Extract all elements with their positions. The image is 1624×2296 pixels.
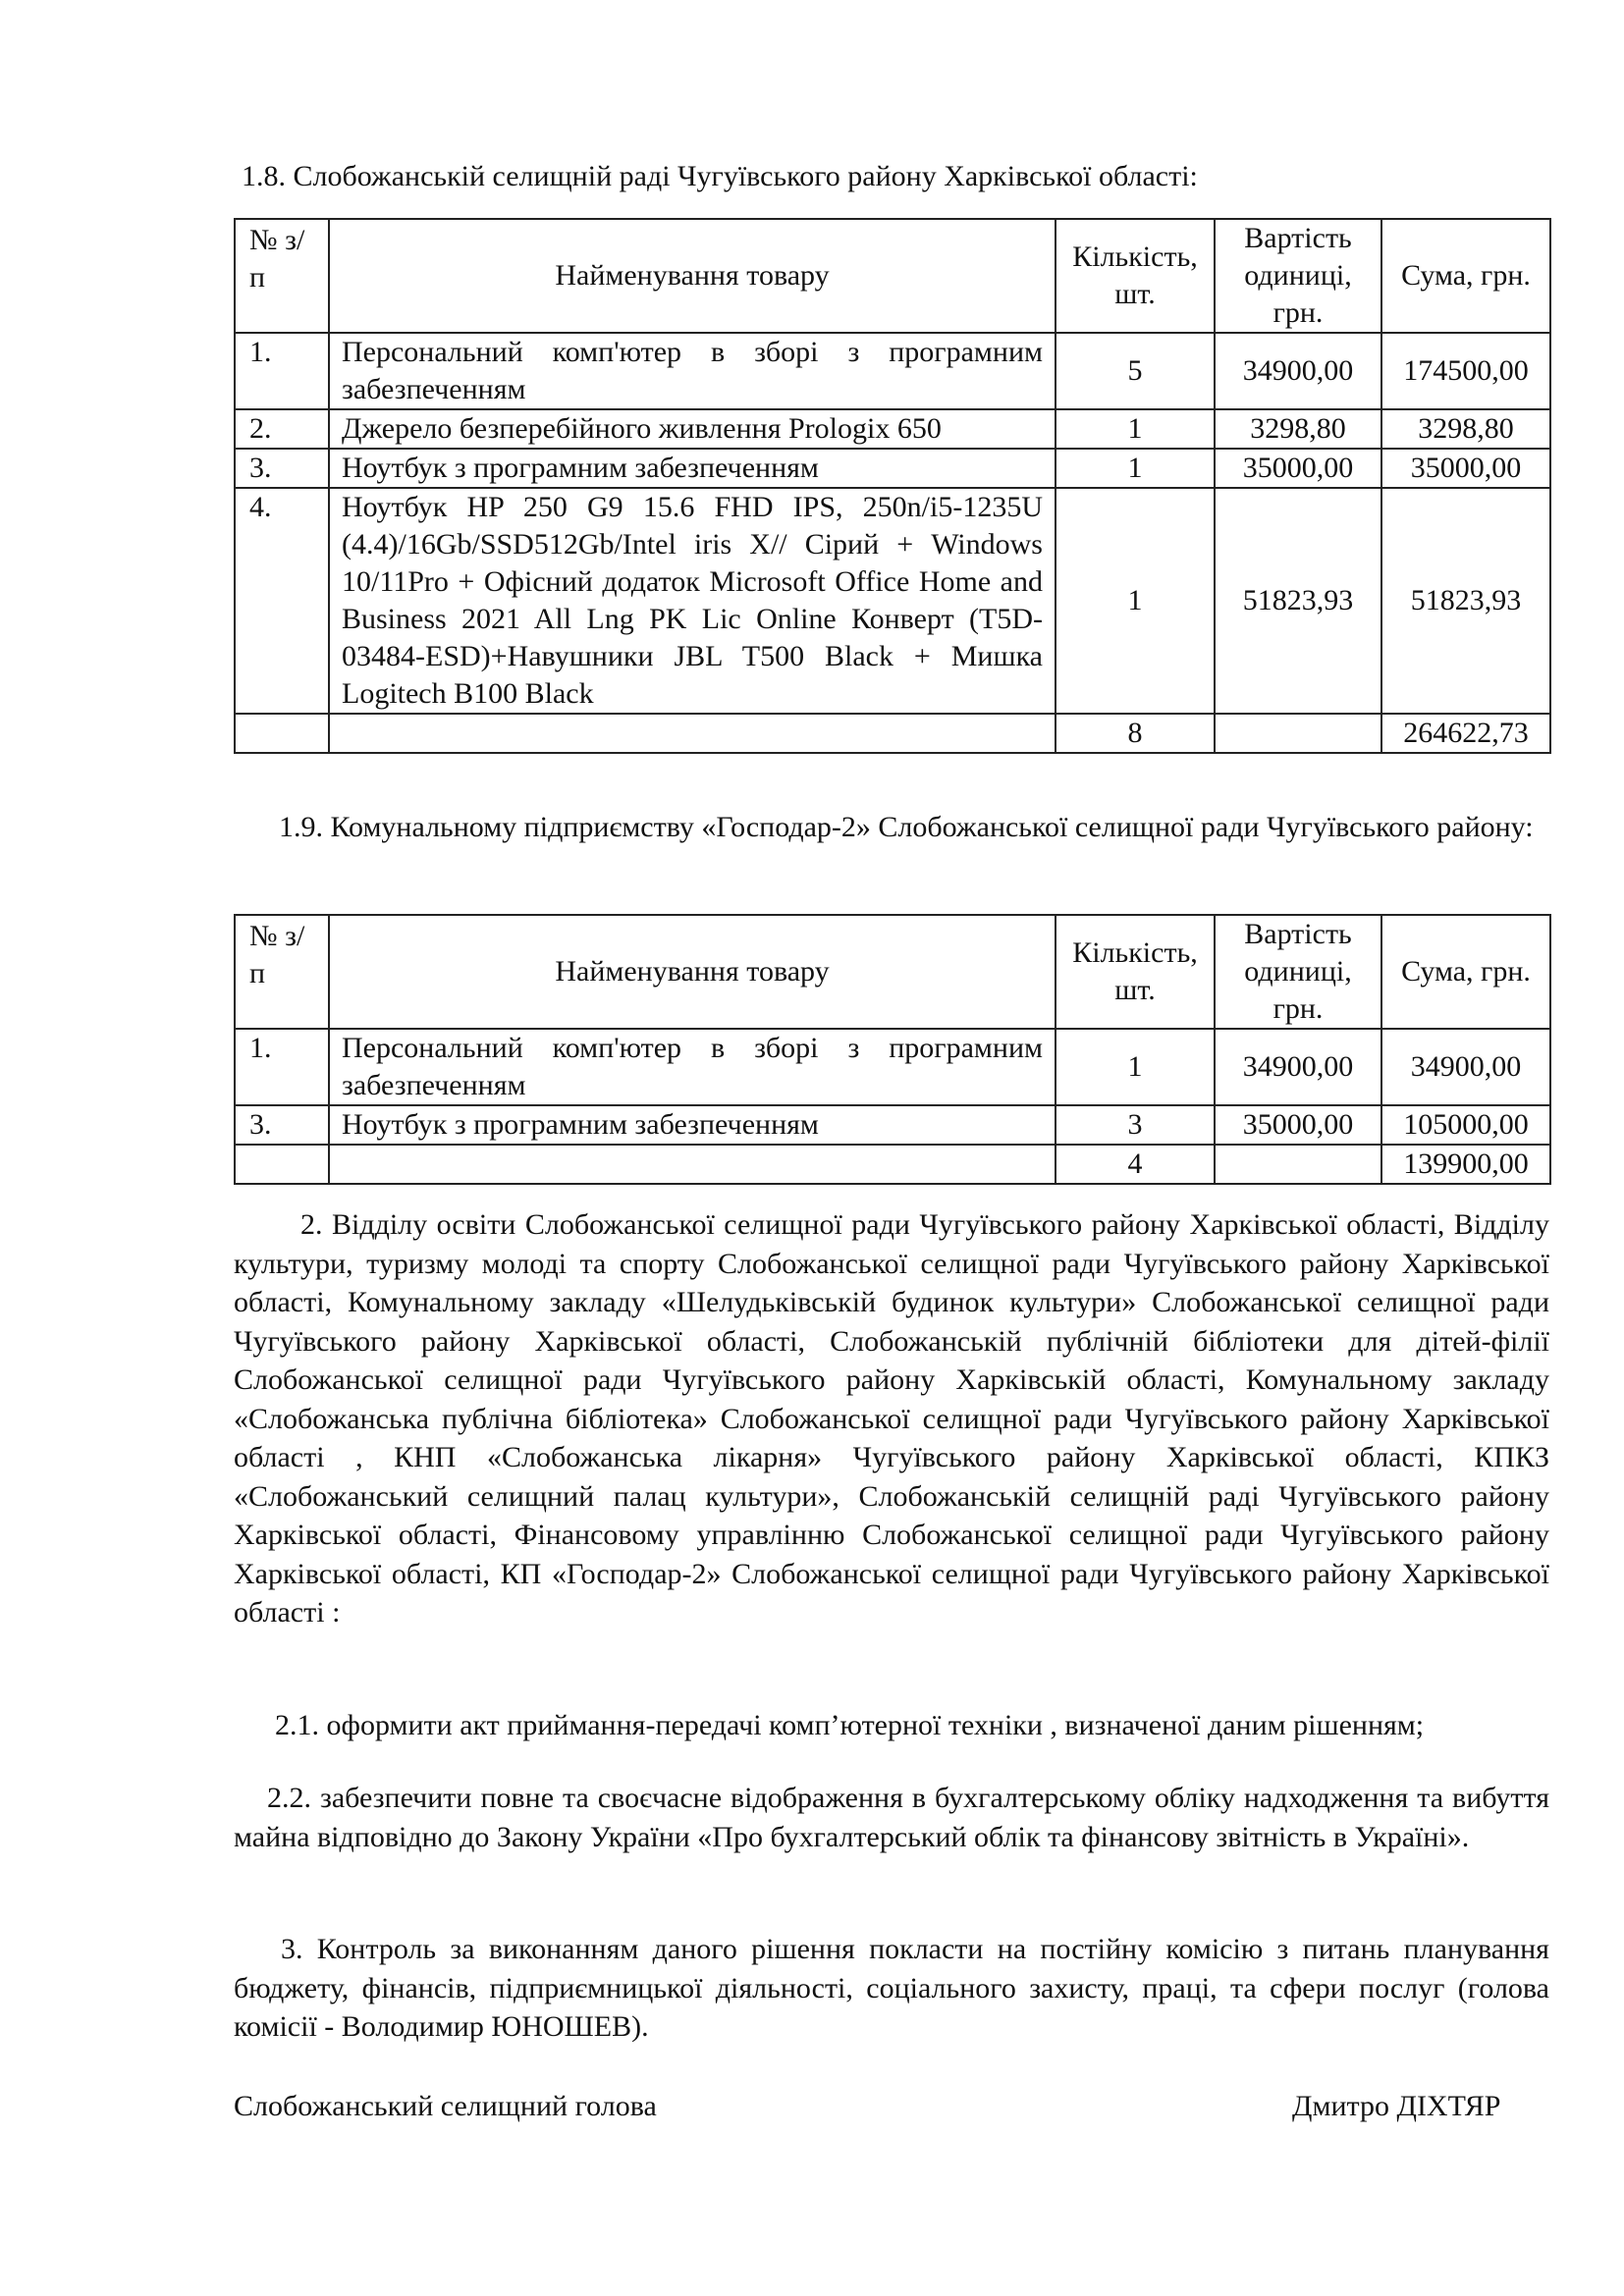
row-qty: 1 [1056,1029,1215,1105]
section-1-9-table [234,914,1551,1185]
row-name: Джерело безперебійного живлення Prologix 650 [329,409,1056,449]
row-number: 4. [235,488,329,714]
row-price: 34900,00 [1215,333,1381,409]
table-row [235,449,1550,488]
table-row [235,488,1550,714]
section-1-9-heading: 1.9. Комунальному підприємству «Господар-2» Слобожанської селищної ради Чугуївського району: [279,811,1534,843]
row-sum: 35000,00 [1381,449,1550,488]
column-header-price: Вартість одиниці, грн. [1215,915,1381,1029]
total-empty-number [235,1145,329,1184]
column-header-name: Найменування товару [329,915,1056,1029]
row-price: 3298,80 [1215,409,1381,449]
paragraph-2: 2. Відділу освіти Слобожанської селищної ради Чугуївського району Харківської області, Відділу культури, туризму молоді та спорту Слобожанської селищної ради Чугуївського району Харківської області, Комунальному закладу «Шелудьківській будинок культури» Слобожанської селищної ради Чугуївського району Харківської області, Слобожанській публічній бібліотеки для дітей-філії Слобожанської селищної ради Чугуївського району Харківській області, Комунальному закладу «Слобожанська публічна бібліотека» Слобожанської селищної ради Чугуївського району Харківської області , КНП «Слобожанська лікарня» Чугуївського району Харківської області, КПКЗ «Слобожанський селищний палац культури», Слобожанській селищній раді Чугуївського району Харківської області, Фінансовому управлінню Слобожанської селищної ради Чугуївського району Харківської області, КП «Господар-2» Слобожанської селищної ради Чугуївського району Харківської області : [234,1208,1549,1629]
table-header-row [235,915,1550,1029]
signature-name: Дмитро ДІХТЯР [1292,2090,1501,2122]
column-header-price: Вартість одиниці, грн. [1215,219,1381,333]
paragraph-2-2: 2.2. забезпечити повне та своєчасне відображення в бухгалтерському обліку надходження та вибуття майна відповідно до Закону України «Про бухгалтерський облік та фінансову звітність в Україні». [234,1782,1549,1853]
column-header-number: № з/п [235,915,329,1029]
row-sum: 51823,93 [1381,488,1550,714]
column-header-number: № з/п [235,219,329,333]
total-sum: 264622,73 [1381,714,1550,753]
section-1-8-heading: 1.8. Слобожанській селищній раді Чугуївського району Харківської області: [242,160,1198,192]
column-header-sum: Сума, грн. [1381,915,1550,1029]
table-row [235,1029,1550,1105]
row-sum: 34900,00 [1381,1029,1550,1105]
column-header-qty: Кількість, шт. [1056,219,1215,333]
row-number: 3. [235,449,329,488]
row-qty: 3 [1056,1105,1215,1145]
table-row [235,1105,1550,1145]
total-empty-name [329,714,1056,753]
row-sum: 3298,80 [1381,409,1550,449]
signature-position: Слобожанський селищний голова [234,2090,657,2122]
row-name: Ноутбук HP 250 G9 15.6 FHD IPS, 250n/i5-1235U (4.4)/16Gb/SSD512Gb/Intel iris X// Сірий + Windows 10/11Pro + Офісний додаток Microsoft Office Home and Business 2021 All Lng PK Lic Online Конверт (T5D-03484-ESD)+Навушники JBL T500 Black + Мишка Logitech B100 Black [329,488,1056,714]
row-qty: 1 [1056,488,1215,714]
total-empty-price [1215,714,1381,753]
row-number: 2. [235,409,329,449]
row-number: 3. [235,1105,329,1145]
row-price: 51823,93 [1215,488,1381,714]
table-row [235,333,1550,409]
row-name: Ноутбук з програмним забезпеченням [329,449,1056,488]
row-qty: 1 [1056,409,1215,449]
row-price: 34900,00 [1215,1029,1381,1105]
table-total-row [235,714,1550,753]
total-empty-number [235,714,329,753]
paragraph-3: 3. Контроль за виконанням даного рішення покласти на постійну комісію з питань планування бюджету, фінансів, підприємницької діяльності, соціального захисту, праці, та сфери послуг (голова комісії - Володимир ЮНОШЕВ). [234,1933,1549,2043]
total-sum: 139900,00 [1381,1145,1550,1184]
row-price: 35000,00 [1215,1105,1381,1145]
table-total-row [235,1145,1550,1184]
column-header-sum: Сума, грн. [1381,219,1550,333]
table-header-row [235,219,1550,333]
row-qty: 5 [1056,333,1215,409]
row-sum: 105000,00 [1381,1105,1550,1145]
column-header-name: Найменування товару [329,219,1056,333]
row-sum: 174500,00 [1381,333,1550,409]
row-name: Персональний комп'ютер в зборі з програмним забезпеченням [329,1029,1056,1105]
column-header-qty: Кількість, шт. [1056,915,1215,1029]
total-qty: 4 [1056,1145,1215,1184]
paragraph-2-1: 2.1. оформити акт приймання-передачі комп’ютерної техніки , визначеної даним рішенням; [275,1709,1425,1741]
section-1-8-table [234,218,1551,754]
total-empty-price [1215,1145,1381,1184]
row-name: Ноутбук з програмним забезпеченням [329,1105,1056,1145]
table-row [235,409,1550,449]
total-qty: 8 [1056,714,1215,753]
total-empty-name [329,1145,1056,1184]
row-price: 35000,00 [1215,449,1381,488]
row-name: Персональний комп'ютер в зборі з програмним забезпеченням [329,333,1056,409]
row-number: 1. [235,1029,329,1105]
row-qty: 1 [1056,449,1215,488]
row-number: 1. [235,333,329,409]
